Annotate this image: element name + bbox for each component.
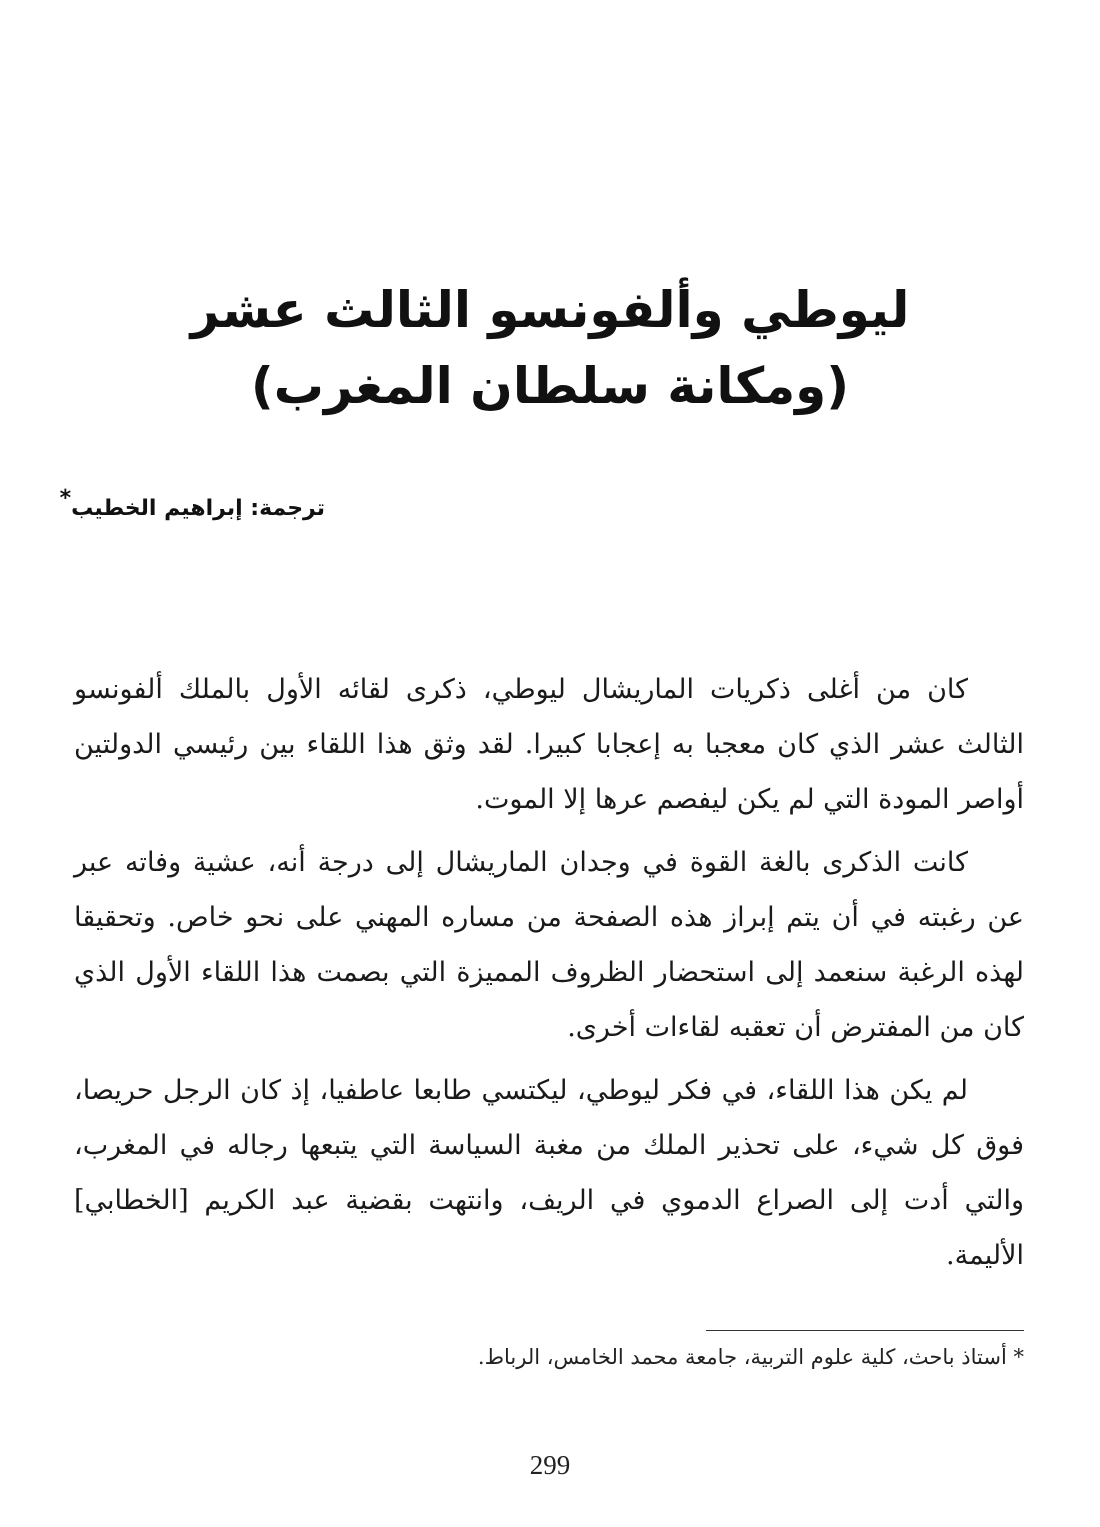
paragraph-1: كان من أغلى ذكريات الماريشال ليوطي، ذكرى لقائه الأول بالملك ألفونسو الثالث عشر الذي كان معجبا به إعجابا كبيرا. لقد وثق هذا اللقاء بين رئيسي الدولتين أواصر المودة التي لم يكن ليفصم عرها إلا الموت. (74, 674, 1024, 815)
title-line-1: ليوطي وألفونسو الثالث عشر (190, 281, 910, 339)
title-line-2: (ومكانة سلطان المغرب) (250, 357, 850, 415)
paragraph-3: لم يكن هذا اللقاء، في فكر ليوطي، ليكتسي طابعا عاطفيا، إذ كان الرجل حريصا، فوق كل شيء، على تحذير الملك من مغبة السياسة التي يتبعها رجاله في المغرب، والتي أدت إلى الصراع الدموي في الريف، وانتهت بقضية عبد الكريم [الخطابي] الأليمة. (74, 1075, 1024, 1271)
translator-name: ترجمة: إبراهيم الخطيب (71, 496, 325, 521)
footnote-divider (706, 1330, 1024, 1331)
footnote: * أستاذ باحث، كلية علوم التربية، جامعة محمد الخامس، الرباط. (477, 1345, 1024, 1369)
page-number: 299 (529, 1450, 571, 1480)
article-title (0, 272, 1100, 424)
translator-credit (59, 486, 325, 521)
article-body (74, 662, 1024, 1291)
paragraph-2: كانت الذكرى بالغة القوة في وجدان الماريشال إلى درجة أنه، عشية وفاته عبر عن رغبته في أن يتم إبراز هذه الصفحة من مساره المهني على نحو خاص. وتحقيقا لهذه الرغبة سنعمد إلى استحضار الظروف المميزة التي بصمت هذا اللقاء الأول الذي كان من المفترض أن تعقبه لقاءات أخرى. (74, 847, 1024, 1043)
footnote-marker: * (59, 486, 72, 511)
